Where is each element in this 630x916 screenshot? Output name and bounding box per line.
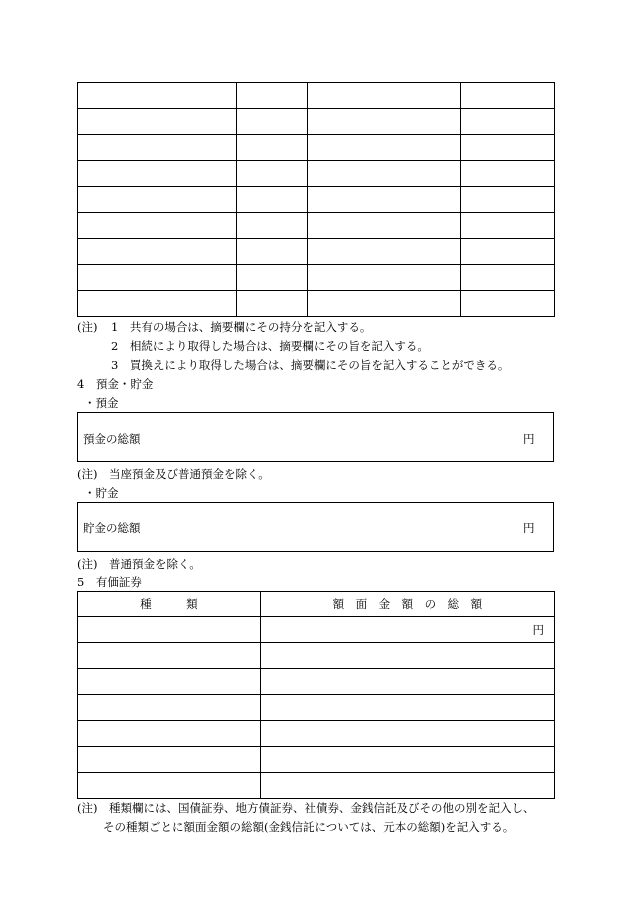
- table-cell: [236, 239, 307, 265]
- section-4-title: 4 預金・貯金: [77, 377, 154, 391]
- table-cell: [236, 83, 307, 109]
- table-cell: [236, 161, 307, 187]
- securities-note-line-1: (注) 種類欄には、国債証券、地方債証券、社債券、金銭信託及びその他の別を記入し、: [77, 801, 535, 815]
- table-cell: [307, 213, 461, 239]
- table-cell: [307, 239, 461, 265]
- table-cell: [78, 135, 237, 161]
- table-row: [78, 265, 555, 291]
- table-cell: [260, 747, 554, 773]
- table-row: [78, 669, 555, 695]
- table-row: [78, 213, 555, 239]
- table-cell: [461, 239, 555, 265]
- table-cell: [260, 669, 554, 695]
- table-cell: [78, 669, 261, 695]
- table-cell: [78, 617, 261, 643]
- deposit-total-label: 預金の総額: [83, 432, 141, 446]
- table-row: [78, 747, 555, 773]
- table-cell: [307, 291, 461, 317]
- securities-table: [77, 591, 555, 799]
- table-row: [78, 239, 555, 265]
- table-cell: [260, 773, 554, 799]
- table-row: [78, 135, 555, 161]
- table-row: [78, 643, 555, 669]
- header-type: 種 類: [78, 592, 261, 617]
- table-cell: [78, 291, 237, 317]
- table-cell: [236, 135, 307, 161]
- savings-yen-unit: 円: [523, 521, 535, 535]
- table-cell: [78, 161, 237, 187]
- table-cell: [461, 187, 555, 213]
- savings-note: (注) 普通預金を除く。: [77, 557, 201, 571]
- table-cell: [78, 747, 261, 773]
- table-cell: [78, 721, 261, 747]
- table-row: [78, 83, 555, 109]
- table-row: [78, 617, 555, 643]
- table-cell: [461, 213, 555, 239]
- table-cell: [236, 265, 307, 291]
- table-cell: [78, 265, 237, 291]
- savings-bullet: ・貯金: [84, 486, 119, 500]
- table-cell: [307, 109, 461, 135]
- property-table: [77, 82, 555, 317]
- table-cell: [461, 135, 555, 161]
- table-cell: [78, 643, 261, 669]
- securities-yen-unit: 円: [532, 622, 544, 637]
- table-cell: [260, 695, 554, 721]
- table-cell: [236, 187, 307, 213]
- table-row: [78, 291, 555, 317]
- table-cell: [78, 187, 237, 213]
- header-face-value-total: 額 面 金 額 の 総 額: [260, 592, 554, 617]
- table-cell: [78, 109, 237, 135]
- table-cell: [236, 291, 307, 317]
- table-cell: [78, 695, 261, 721]
- table-cell: [236, 213, 307, 239]
- table-cell: [307, 83, 461, 109]
- table-cell: [78, 239, 237, 265]
- table-cell: [307, 187, 461, 213]
- table-cell: [307, 161, 461, 187]
- table-cell: [461, 265, 555, 291]
- deposit-bullet: ・預金: [84, 396, 119, 410]
- table-cell: [461, 161, 555, 187]
- table-cell: [461, 291, 555, 317]
- table-cell: [236, 109, 307, 135]
- table-cell: [307, 135, 461, 161]
- deposit-total-box: [77, 412, 554, 462]
- table-cell: [461, 109, 555, 135]
- table-cell: [78, 213, 237, 239]
- table-cell: [260, 643, 554, 669]
- note-item-1: 1 共有の場合は、摘要欄にその持分を記入する。: [111, 320, 372, 334]
- table-cell: [260, 617, 554, 643]
- table-row: [78, 773, 555, 799]
- table-cell: [260, 721, 554, 747]
- note-item-2: 2 相続により取得した場合は、摘要欄にその旨を記入する。: [111, 339, 429, 353]
- table-row: [78, 187, 555, 213]
- note-prefix: (注): [77, 320, 98, 334]
- table-row: [78, 161, 555, 187]
- table-cell: [461, 83, 555, 109]
- table-cell: [307, 265, 461, 291]
- table-cell: [78, 83, 237, 109]
- section-5-title: 5 有価証券: [77, 575, 142, 589]
- table-row: [78, 721, 555, 747]
- deposit-yen-unit: 円: [523, 432, 535, 446]
- securities-note-line-2: その種類ごとに額面金額の総額(金銭信託については、元本の総額)を記入する。: [103, 820, 515, 834]
- table-row: [78, 695, 555, 721]
- savings-total-box: [77, 502, 554, 552]
- note-item-3: 3 買換えにより取得した場合は、摘要欄にその旨を記入することができる。: [111, 358, 510, 372]
- deposit-note: (注) 当座預金及び普通預金を除く。: [77, 467, 270, 481]
- table-row: [78, 109, 555, 135]
- savings-total-label: 貯金の総額: [83, 521, 141, 535]
- table-cell: [78, 773, 261, 799]
